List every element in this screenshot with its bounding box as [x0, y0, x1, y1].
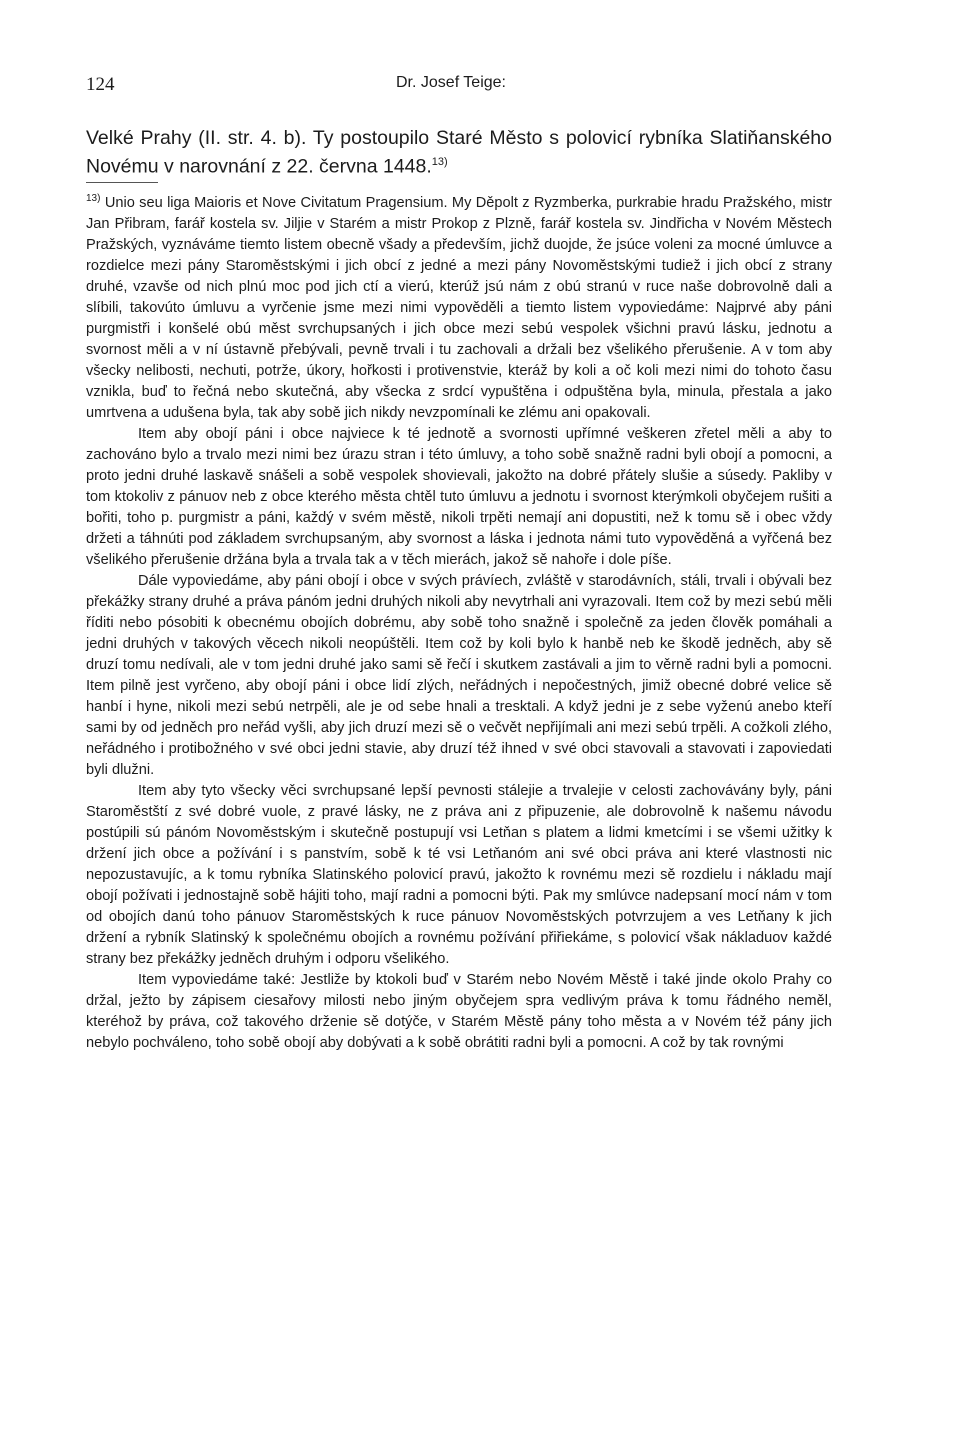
footnote-paragraph: [86, 188, 832, 424]
footnote-mark: 13): [86, 193, 101, 204]
footnote-reference: 13): [431, 156, 448, 168]
footnote-paragraph: Dále vypoviedáme, aby páni obojí i obce v svých právíech, zvláště v starodávních, stáli, trvali i obývali bez překážky strany druhé a práva pánóm jedni druhých nikoli aby nevytrhali ani vyrazovali. Item což by mezi sebú měli říditi nebo pósobiti k obecnému obojích dobrému, aby sobě toho snažně i společně za jeden člověk pomáhali a jedni druhých v takových věcech nikoli neopúštěli. Item což by koli bylo k hanbě neb ke škodě jedněch, aby sě druzí tomu nedívali, ale v tom jedni druhé jako sami sě řečí i skutkem zastávali a jim to věrně radni byli a pomocni. Item pilně jest vyrčeno, aby obojí páni i obce lidí zlých, neřádných i nepočestných, jimiž obecné dobré velice sě hanbí i hyne, nikoli mezi sebú netrpěli, ale je od sebe hnali a tresktali. A když jedni je z sebe vyženú anebo kteří sami by od jedněch pro neřád vyšli, aby jich druzí mezi sě o večvět nepřijímali ani mezi sebú trpěli. A cožkoli zlého, neřádného i protibožného v své obci jedni stavie, aby druzí též ihned v své obci stavovali a stavovati i zapoviedati byli dlužni.: [86, 572, 832, 778]
page-header: [86, 74, 832, 98]
footnote: [86, 188, 832, 1054]
footnote-paragraph-text: Unio seu liga Maioris et Nove Civitatum Pragensium. My Děpolt z Ryzmberka, purkrabie hradu Pražského, mistr Jan Přibram, farář kostela sv. Jiljie v Starém a mistr Prokop z Plzně, farář kostela sv. Jindřicha v Novém Městech Pražských, vyznáváme tiemto listem obecně všady a především, jichž duojde, že jsúce voleni za mocné úmluvce a rozdielce mezi pány Staroměstskými i jich obcí z jedné a mezi pány Novoměstskými tudiež i jich obcí z strany druhé, vzavše od nich plnú moc pod jich ctí a vierú, kterúž jsú nám z obú stranú v ruce naše dobrovolně dali a slíbili, takovúto úmluvu a vyrčenie jsme mezi nimi vypověděli a tiemto listem vypoviedáme: Najprvé aby páni purgmistři i konšelé obú měst svrchupsaných i jich obce mezi sebú vespolek všichni pravú lásku, jednotu a svornost měli a v ní ústavně přebývali, pevně trvali i tu zachovali a držali bez všelikého přerušenie. A v tom aby všecky nelibosti, nechuti, potrže, úkory, hořkosti i protivenstvie, kteráž by koli a oč koli mezi nimi do tohoto času vznikla, buď to řečná nebo skutečná, aby všecka z srdcí vypuštěna i odpuštěna byla, minula, přestala a jako umrtvena a udušena byla, tak aby sobě jich nikdy nevzpomínali ke zlému ani opakovali.: [86, 194, 832, 421]
lead-text: Velké Prahy (II. str. 4. b). Ty postoupilo Staré Město s polovicí rybníka Slatiňanského Novému v narovnání z 22. června 1448.: [86, 127, 832, 178]
lead-paragraph: [86, 126, 832, 179]
footnote-paragraph: Item aby tyto všecky věci svrchupsané lepší pevnosti stálejie a trvalejie v celosti zachovávány byly, páni Staroměstští z své dobré vuole, z pravé lásky, ne z práva ani z připuzenie, ale dobrovolně k našemu návodu postúpili sú pánóm Novoměstským i skutečně postupují vsi Letňan s platem a lidmi kmetcími i se všemi užitky k držení jich obce a požívání i s panstvím, sobě k té vsi Letňanóm ani své obci práva ani které vlastnosti nic nepozustavujíc, a k tomu rybníka Slatinského polovicí pravú, jakožto k rovnému mezi sě rozdielu i nákladu mají obojí požívati i jednostajně sobě hájiti toho, mají radni a pomocni býti. Pak my smlúvce nadepsaní mocí nám v tom od obojích danú toho pánuov Staroměstských k ruce pánuov Novoměstských potvrzujem a ves Letňany k jich držení a rybník Slatinský k společnému obojích a rovnému požívání přiřiekáme, s polovicí však nákladuov každé strany bez překážky jedněch druhým i odporu všelikého.: [86, 782, 832, 967]
footnote-paragraph: Item vypoviedáme také: Jestliže by ktokoli buď v Starém nebo Novém Městě i také jinde okolo Prahy co držal, ježto by zápisem ciesařovy milosti nebo jiným obyčejem spra vedlivým práva k tomu řádného neměl, kteréhož by práva, což takového drženie sě dotýče, v Starém Městě pány toho města a v Novém též pány jich nebylo pochváleno, toho sobě obojí aby dobývati a k sobě obrátiti radni byli a pomocni. A což by tak rovnými: [86, 971, 832, 1051]
page-number: 124: [86, 74, 115, 95]
footnote-paragraph: Item aby obojí páni i obce najviece k té jednotě a svornosti upřímné veškeren zřetel měli a aby to zachováno bylo a trvalo mezi nimi bez úrazu stran i této úmluvy, a toho sobě snažně radni byli obojí a pomocni, a proto jedni druhé laskavě snášeli a sobě vespolek shovievali, jakožto na dobré přátely slušie a súsedy. Pakliby v tom ktokoliv z pánuov neb z obce kterého města chtěl tuto úmluvu a jednotu i svornost kterýmkoli obyčejem rušiti a bořiti, toho p. purgmistr a páni, každý v svém městě, nikoli trpěti nemají ani dopustiti, než k tomu sě i obec vždy držeti a táhnúti pod základem svrchupsaným, aby svornost a láska i jednota námi tuto vypověděná a vyřčená bez všelikého přerušenie držána byla a trvala tak a v těch mierách, jakož sě nahoře i dole píše.: [86, 425, 832, 568]
running-head: Dr. Josef Teige:: [396, 74, 506, 91]
footnote-separator: [86, 182, 158, 183]
